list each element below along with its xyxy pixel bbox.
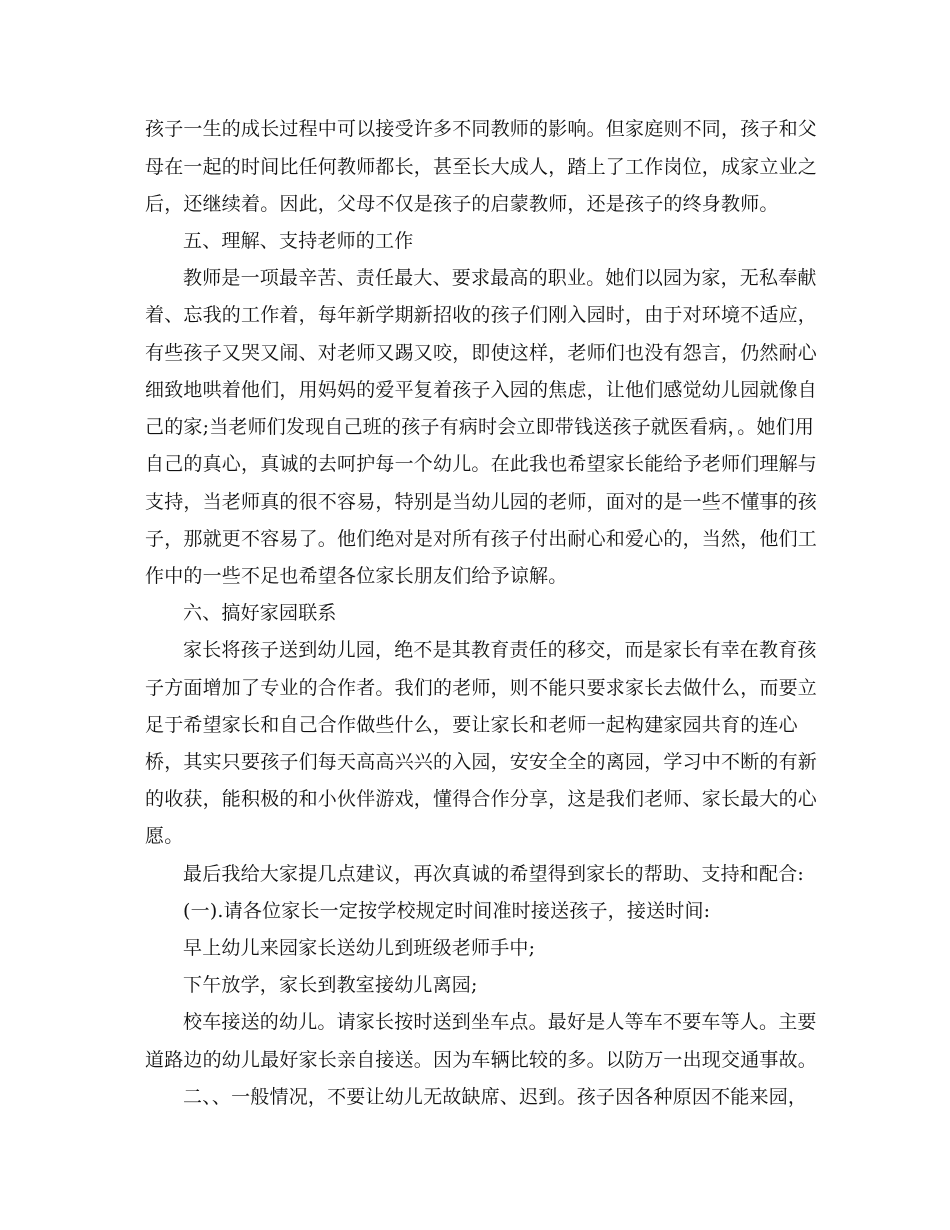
text-line: 足于希望家长和自己合作做些什么，要让家长和老师一起构建家园共育的连心 — [145, 714, 798, 736]
text-line: 道路边的幼儿最好家长亲自接送。因为车辆比较的多。以防万一出现交通事故。 — [145, 1049, 818, 1071]
list-item: 早上幼儿来园家长送幼儿到班级老师手中; — [183, 937, 536, 959]
text-line: 家长将孩子送到幼儿园，绝不是其教育责任的移交，而是家长有幸在教育孩 — [183, 639, 817, 661]
list-item: 下午放学，家长到教室接幼儿离园; — [183, 974, 478, 996]
text-line: 自己的真心，真诚的去呵护每一个幼儿。在此我也希望家长能给予老师们理解与 — [145, 453, 818, 475]
text-line: 有些孩子又哭又闹、对老师又踢又咬，即使这样，老师们也没有怨言，仍然耐心 — [145, 342, 818, 364]
text-line: 的收获，能积极的和小伙伴游戏，懂得合作分享，这是我们老师、家长最大的心 — [145, 788, 818, 810]
text-line: 作中的一些不足也希望各位家长朋友们给予谅解。 — [145, 565, 568, 587]
text-line: 细致地哄着他们，用妈妈的爱平复着孩子入园的焦虑，让他们感觉幼儿园就像自 — [145, 379, 818, 401]
text-line: 桥，其实只要孩子们每天高高兴兴的入园，安安全全的离园，学习中不断的有新 — [145, 751, 818, 773]
list-item: (一).请各位家长一定按学校规定时间准时接送孩子，接送时间: — [183, 900, 711, 922]
section-heading: 五、理解、支持老师的工作 — [183, 230, 414, 252]
text-line: 母在一起的时间比任何教师都长，甚至长大成人，踏上了工作岗位，成家立业之 — [145, 156, 818, 178]
text-line: 校车接送的幼儿。请家长按时送到坐车点。最好是人等车不要车等人。主要 — [183, 1011, 817, 1033]
list-item: 二、、一般情况，不要让幼儿无故缺席、迟到。孩子因各种原因不能来园， — [183, 1086, 808, 1108]
text-line: 支持，当老师真的很不容易，特别是当幼儿园的老师，面对的是一些不懂事的孩 — [145, 491, 818, 513]
section-heading: 六、搞好家园联系 — [183, 602, 337, 624]
text-line: 愿。 — [145, 825, 184, 847]
text-line: 着、忘我的工作着，每年新学期新招收的孩子们刚入园时，由于对环境不适应， — [145, 304, 818, 326]
text-line: 教师是一项最辛苦、责任最大、要求最高的职业。她们以园为家，无私奉献 — [183, 267, 817, 289]
text-line: 子，那就更不容易了。他们绝对是对所有孩子付出耐心和爱心的，当然，他们工 — [145, 528, 818, 550]
text-line: 己的家;当老师们发现自己班的孩子有病时会立即带钱送孩子就医看病，。她们用 — [145, 416, 815, 438]
text-line: 后，还继续着。因此，父母不仅是孩子的启蒙教师，还是孩子的终身教师。 — [145, 193, 779, 215]
text-line: 孩子一生的成长过程中可以接受许多不同教师的影响。但家庭则不同，孩子和父 — [145, 118, 818, 140]
text-line: 子方面增加了专业的合作者。我们的老师，则不能只要求家长去做什么，而要立 — [145, 677, 818, 699]
text-line: 最后我给大家提几点建议，再次真诚的希望得到家长的帮助、支持和配合: — [183, 863, 805, 885]
